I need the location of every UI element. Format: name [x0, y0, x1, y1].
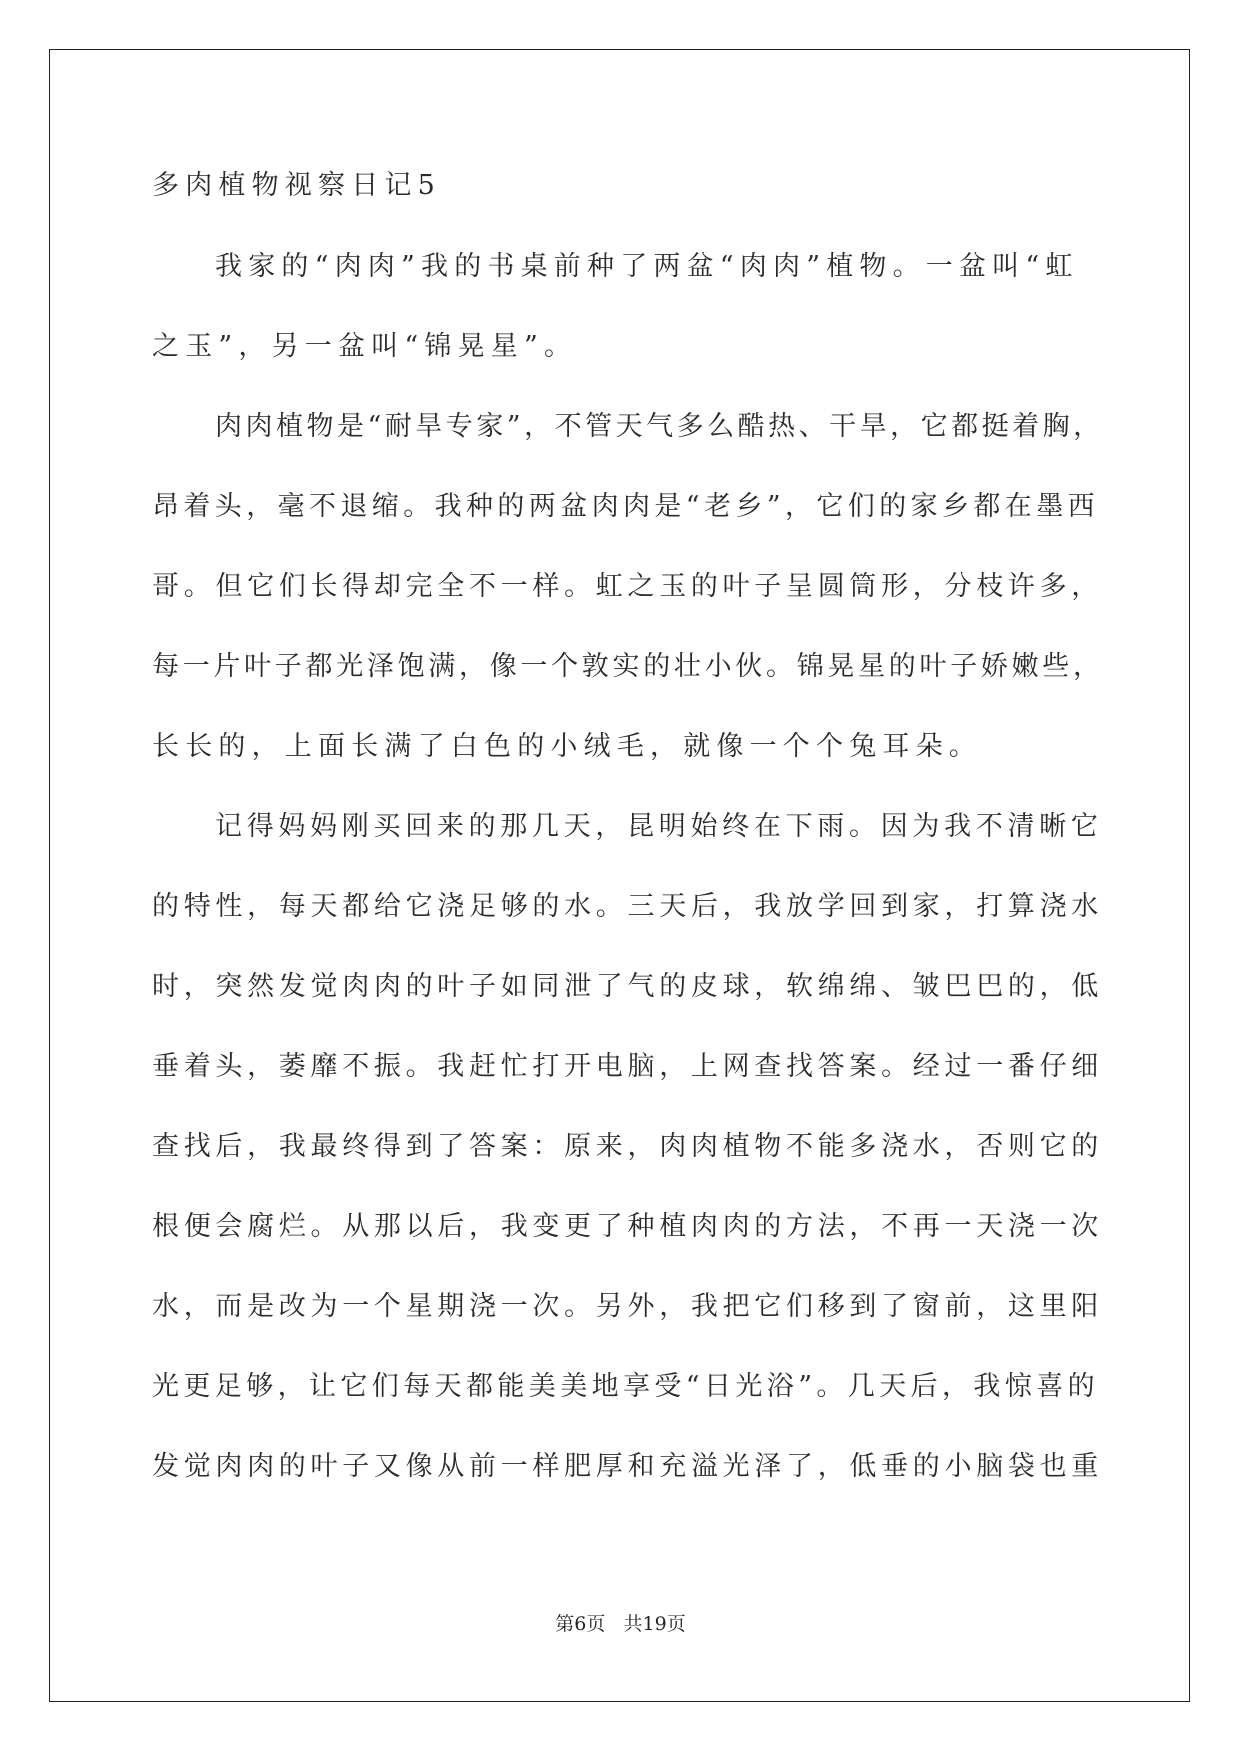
text-line-11: 垂着头，萎靡不振。我赶忙打开电脑，上网查找答案。经过一番仔细 — [152, 1051, 1103, 1082]
text-line-2: 之玉”，另一盆叫“锦晃星”。 — [152, 331, 578, 362]
text-line-8: 记得妈妈刚买回来的那几天，昆明始终在下雨。因为我不清晰它 — [215, 811, 1103, 842]
text-line-3: 肉肉植物是“耐旱专家”，不管天气多么酷热、干旱，它都挺着胸， — [215, 411, 1104, 442]
page-total: 共19页 — [623, 1613, 686, 1635]
text-line-16: 发觉肉肉的叶子又像从前一样肥厚和充溢光泽了，低垂的小脑袋也重 — [152, 1451, 1103, 1482]
text-line-13: 根便会腐烂。从那以后，我变更了种植肉肉的方法，不再一天浇一次 — [152, 1211, 1103, 1242]
text-line-6: 每一片叶子都光泽饱满，像一个敦实的壮小伙。锦晃星的叶子娇嫩些， — [152, 651, 1104, 682]
text-line-15: 光更足够，让它们每天都能美美地享受“日光浴”。几天后，我惊喜的 — [152, 1371, 1100, 1402]
text-line-14: 水，而是改为一个星期浇一次。另外，我把它们移到了窗前，这里阳 — [152, 1291, 1103, 1322]
text-line-5: 哥。但它们长得却完全不一样。虹之玉的叶子呈圆筒形，分枝许多， — [152, 571, 1103, 602]
text-line-9: 的特性，每天都给它浇足够的水。三天后，我放学回到家，打算浇水 — [152, 891, 1103, 922]
document-title: 多肉植物视察日记5 — [152, 170, 441, 201]
page-number: 第6页 — [555, 1613, 606, 1635]
text-line-7: 长长的，上面长满了白色的小绒毛，就像一个个兔耳朵。 — [152, 731, 982, 762]
text-line-10: 时，突然发觉肉肉的叶子如同泄了气的皮球，软绵绵、皱巴巴的，低 — [152, 971, 1103, 1002]
page-footer — [0, 1612, 1241, 1636]
text-line-4: 昂着头，毫不退缩。我种的两盆肉肉是“老乡”，它们的家乡都在墨西 — [152, 491, 1100, 522]
text-line-1: 我家的“肉肉”我的书桌前种了两盆“肉肉”植物。一盆叫“虹 — [215, 251, 1079, 282]
text-line-12: 查找后，我最终得到了答案：原来，肉肉植物不能多浇水，否则它的 — [152, 1131, 1103, 1162]
